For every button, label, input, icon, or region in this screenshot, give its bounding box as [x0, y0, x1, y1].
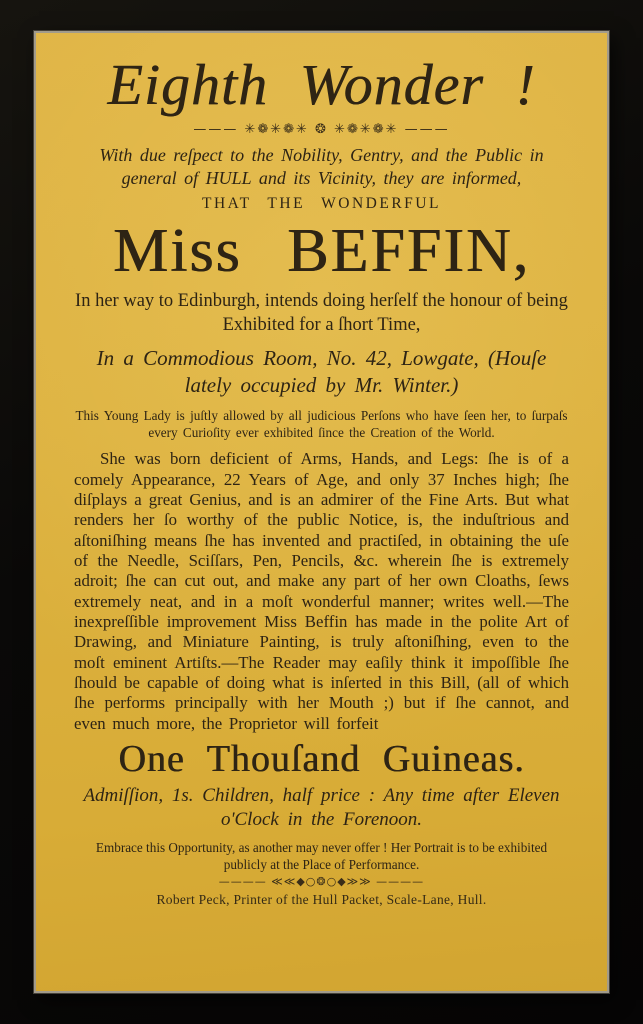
venue-line: In a Commodious Room, No. 42, Lowgate, (Houſe lately occupied by Mr. Winter.): [96, 346, 547, 398]
admission-price-line: Admiſſion, 1s. Children, half price : Any time after Eleven o'Clock in the Forenoon.: [83, 784, 560, 831]
performer-name: Miss BEFFIN,: [112, 217, 531, 286]
printer-credit: Robert Peck, Printer of the Hull Packet, Scale-Lane, Hull.: [156, 891, 487, 907]
floral-ornament-divider: ——— ✳❁✳❁✳ ❂ ✳❁✳❁✳ ———: [193, 121, 450, 137]
forfeit-amount: One Thouſand Guineas.: [118, 737, 525, 780]
opportunity-note: Embrace this Opportunity, as another may never offer ! Her Portrait is to be exhibited publicly at the Place of Performance.: [95, 839, 548, 873]
arrow-ornament-divider: ———— ≪≪◆○❂○◆≫≫ ————: [218, 874, 425, 888]
salutation-text: With due reſpect to the Nobility, Gentry, and the Public in general of HULL and its Vicinity, they are informed,: [99, 144, 544, 189]
handbill: [34, 31, 609, 993]
curiosity-claim: This Young Lady is juſtly allowed by all judicious Perſons who have ſeen her, to ſurpaſs every Curioſity ever exhibited ſince the Creation of the World.: [75, 408, 568, 441]
exhibition-subtitle: In her way to Edinburgh, intends doing herſelf the honour of being Exhibited for a ſhort Time,: [75, 290, 568, 336]
lead-in-text: THAT THE WONDERFUL: [202, 194, 441, 212]
page-title: Eighth Wonder !: [107, 52, 536, 117]
description-paragraph: She was born deficient of Arms, Hands, and Legs: ſhe is of a comely Appearance, 22 Years of Age, and only 37 Inches high; ſhe diſplays a great Genius, and is an admirer of the Fine Arts. But what renders her ſo worthy of the public Notice, is, the induſtrious and aſtoniſhing means ſhe has invented and practiſed, in obtaining the uſe of the Needle, Sciſſars, Pen, Pencils, &c. wherein ſhe is extremely adroit; ſhe can cut out, and make any part of her own Cloaths, ſews extremely neat, and in a moſt wonderful manner; writes well.—The inexpreſſible improvement Miss Beffin has made in the polite Art of Drawing, and Miniature Painting, is truly aſtoniſhing, even to the moſt eminent Artiſts.—The Reader may eaſily think it impoſſible ſhe ſhould be capable of doing what is inſerted in this Bill, (all of which ſhe performs principally with her Mouth ;) but if ſhe cannot, and even much more, the Proprietor will forfeit: [74, 449, 569, 733]
